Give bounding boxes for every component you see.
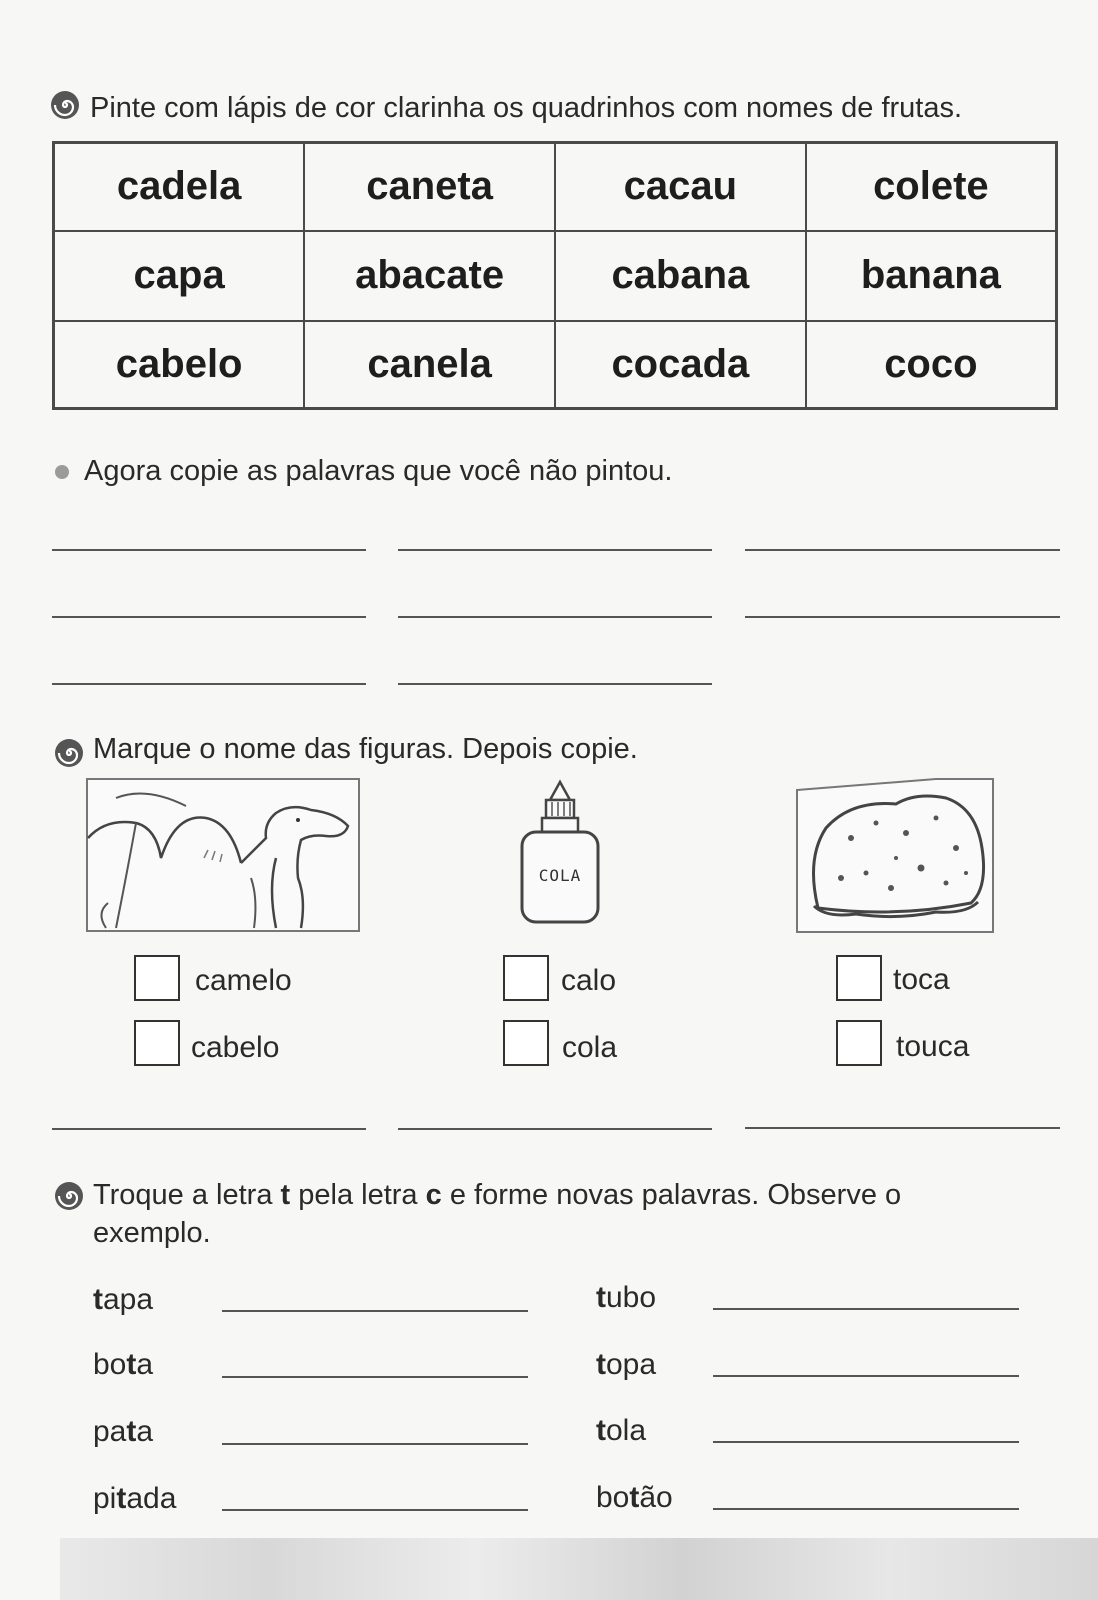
word-table (52, 141, 1058, 410)
word-cell[interactable]: banana (806, 231, 1057, 321)
word-cell[interactable]: cacau (555, 143, 806, 231)
source-word: pitada (93, 1482, 177, 1515)
spiral-icon (54, 1181, 84, 1211)
writing-line[interactable] (52, 683, 366, 685)
shower-cap-illustration (796, 778, 994, 934)
word-cell[interactable]: abacate (304, 231, 555, 321)
answer-line[interactable] (713, 1375, 1019, 1377)
word-cell[interactable]: cocada (555, 321, 806, 409)
word-cell[interactable]: canela (304, 321, 555, 409)
option-label: touca (896, 1030, 970, 1063)
writing-line[interactable] (398, 683, 712, 685)
spiral-icon (54, 738, 84, 768)
glue-label: COLA (538, 866, 582, 885)
answer-line[interactable] (222, 1376, 528, 1378)
answer-line[interactable] (222, 1310, 528, 1312)
source-word: tapa (93, 1283, 154, 1316)
writing-line[interactable] (52, 616, 366, 618)
writing-line[interactable] (398, 1128, 712, 1130)
answer-line[interactable] (713, 1308, 1019, 1310)
writing-line[interactable] (745, 1127, 1060, 1129)
source-word: tola (596, 1414, 647, 1447)
checkbox-touca[interactable] (836, 1020, 882, 1066)
writing-line[interactable] (398, 549, 712, 551)
decorative-footer-strip (60, 1538, 1098, 1600)
glue-bottle-illustration (516, 778, 604, 926)
word-cell[interactable]: cabelo (54, 321, 305, 409)
option-label: calo (561, 964, 617, 997)
instruction-swap-letters-line2: exemplo. (93, 1217, 211, 1249)
instruction-paint-fruits: Pinte com lápis de cor clarinha os quadrinhos com nomes de frutas. (90, 92, 963, 124)
word-cell[interactable]: caneta (304, 143, 555, 231)
option-label: toca (893, 963, 950, 996)
answer-line[interactable] (713, 1508, 1019, 1510)
answer-line[interactable] (222, 1443, 528, 1445)
checkbox-cabelo[interactable] (134, 1020, 180, 1066)
word-cell[interactable]: colete (806, 143, 1057, 231)
writing-line[interactable] (745, 549, 1060, 551)
word-cell[interactable]: coco (806, 321, 1057, 409)
checkbox-toca[interactable] (836, 955, 882, 1001)
word-cell[interactable]: cadela (54, 143, 305, 231)
writing-line[interactable] (398, 616, 712, 618)
instruction-mark-names: Marque o nome das figuras. Depois copie. (93, 733, 638, 765)
checkbox-cola[interactable] (503, 1020, 549, 1066)
option-label: cola (562, 1031, 618, 1064)
writing-line[interactable] (52, 1128, 366, 1130)
option-label: camelo (195, 964, 292, 997)
checkbox-calo[interactable] (503, 955, 549, 1001)
answer-line[interactable] (222, 1509, 528, 1511)
source-word: topa (596, 1348, 657, 1381)
source-word: botão (596, 1481, 673, 1514)
checkbox-camelo[interactable] (134, 955, 180, 1001)
writing-line[interactable] (745, 616, 1060, 618)
word-cell[interactable]: cabana (555, 231, 806, 321)
instruction-copy-words: Agora copie as palavras que você não pintou. (84, 455, 673, 487)
source-word: bota (93, 1348, 154, 1381)
source-word: tubo (596, 1281, 657, 1314)
answer-line[interactable] (713, 1441, 1019, 1443)
writing-line[interactable] (52, 549, 366, 551)
camel-illustration (86, 778, 360, 932)
word-cell[interactable]: capa (54, 231, 305, 321)
instruction-swap-letters: Troque a letra t pela letra c e forme novas palavras. Observe o (93, 1179, 902, 1211)
bullet-icon (55, 465, 69, 479)
spiral-icon (50, 90, 80, 120)
source-word: pata (93, 1415, 154, 1448)
option-label: cabelo (191, 1031, 280, 1064)
